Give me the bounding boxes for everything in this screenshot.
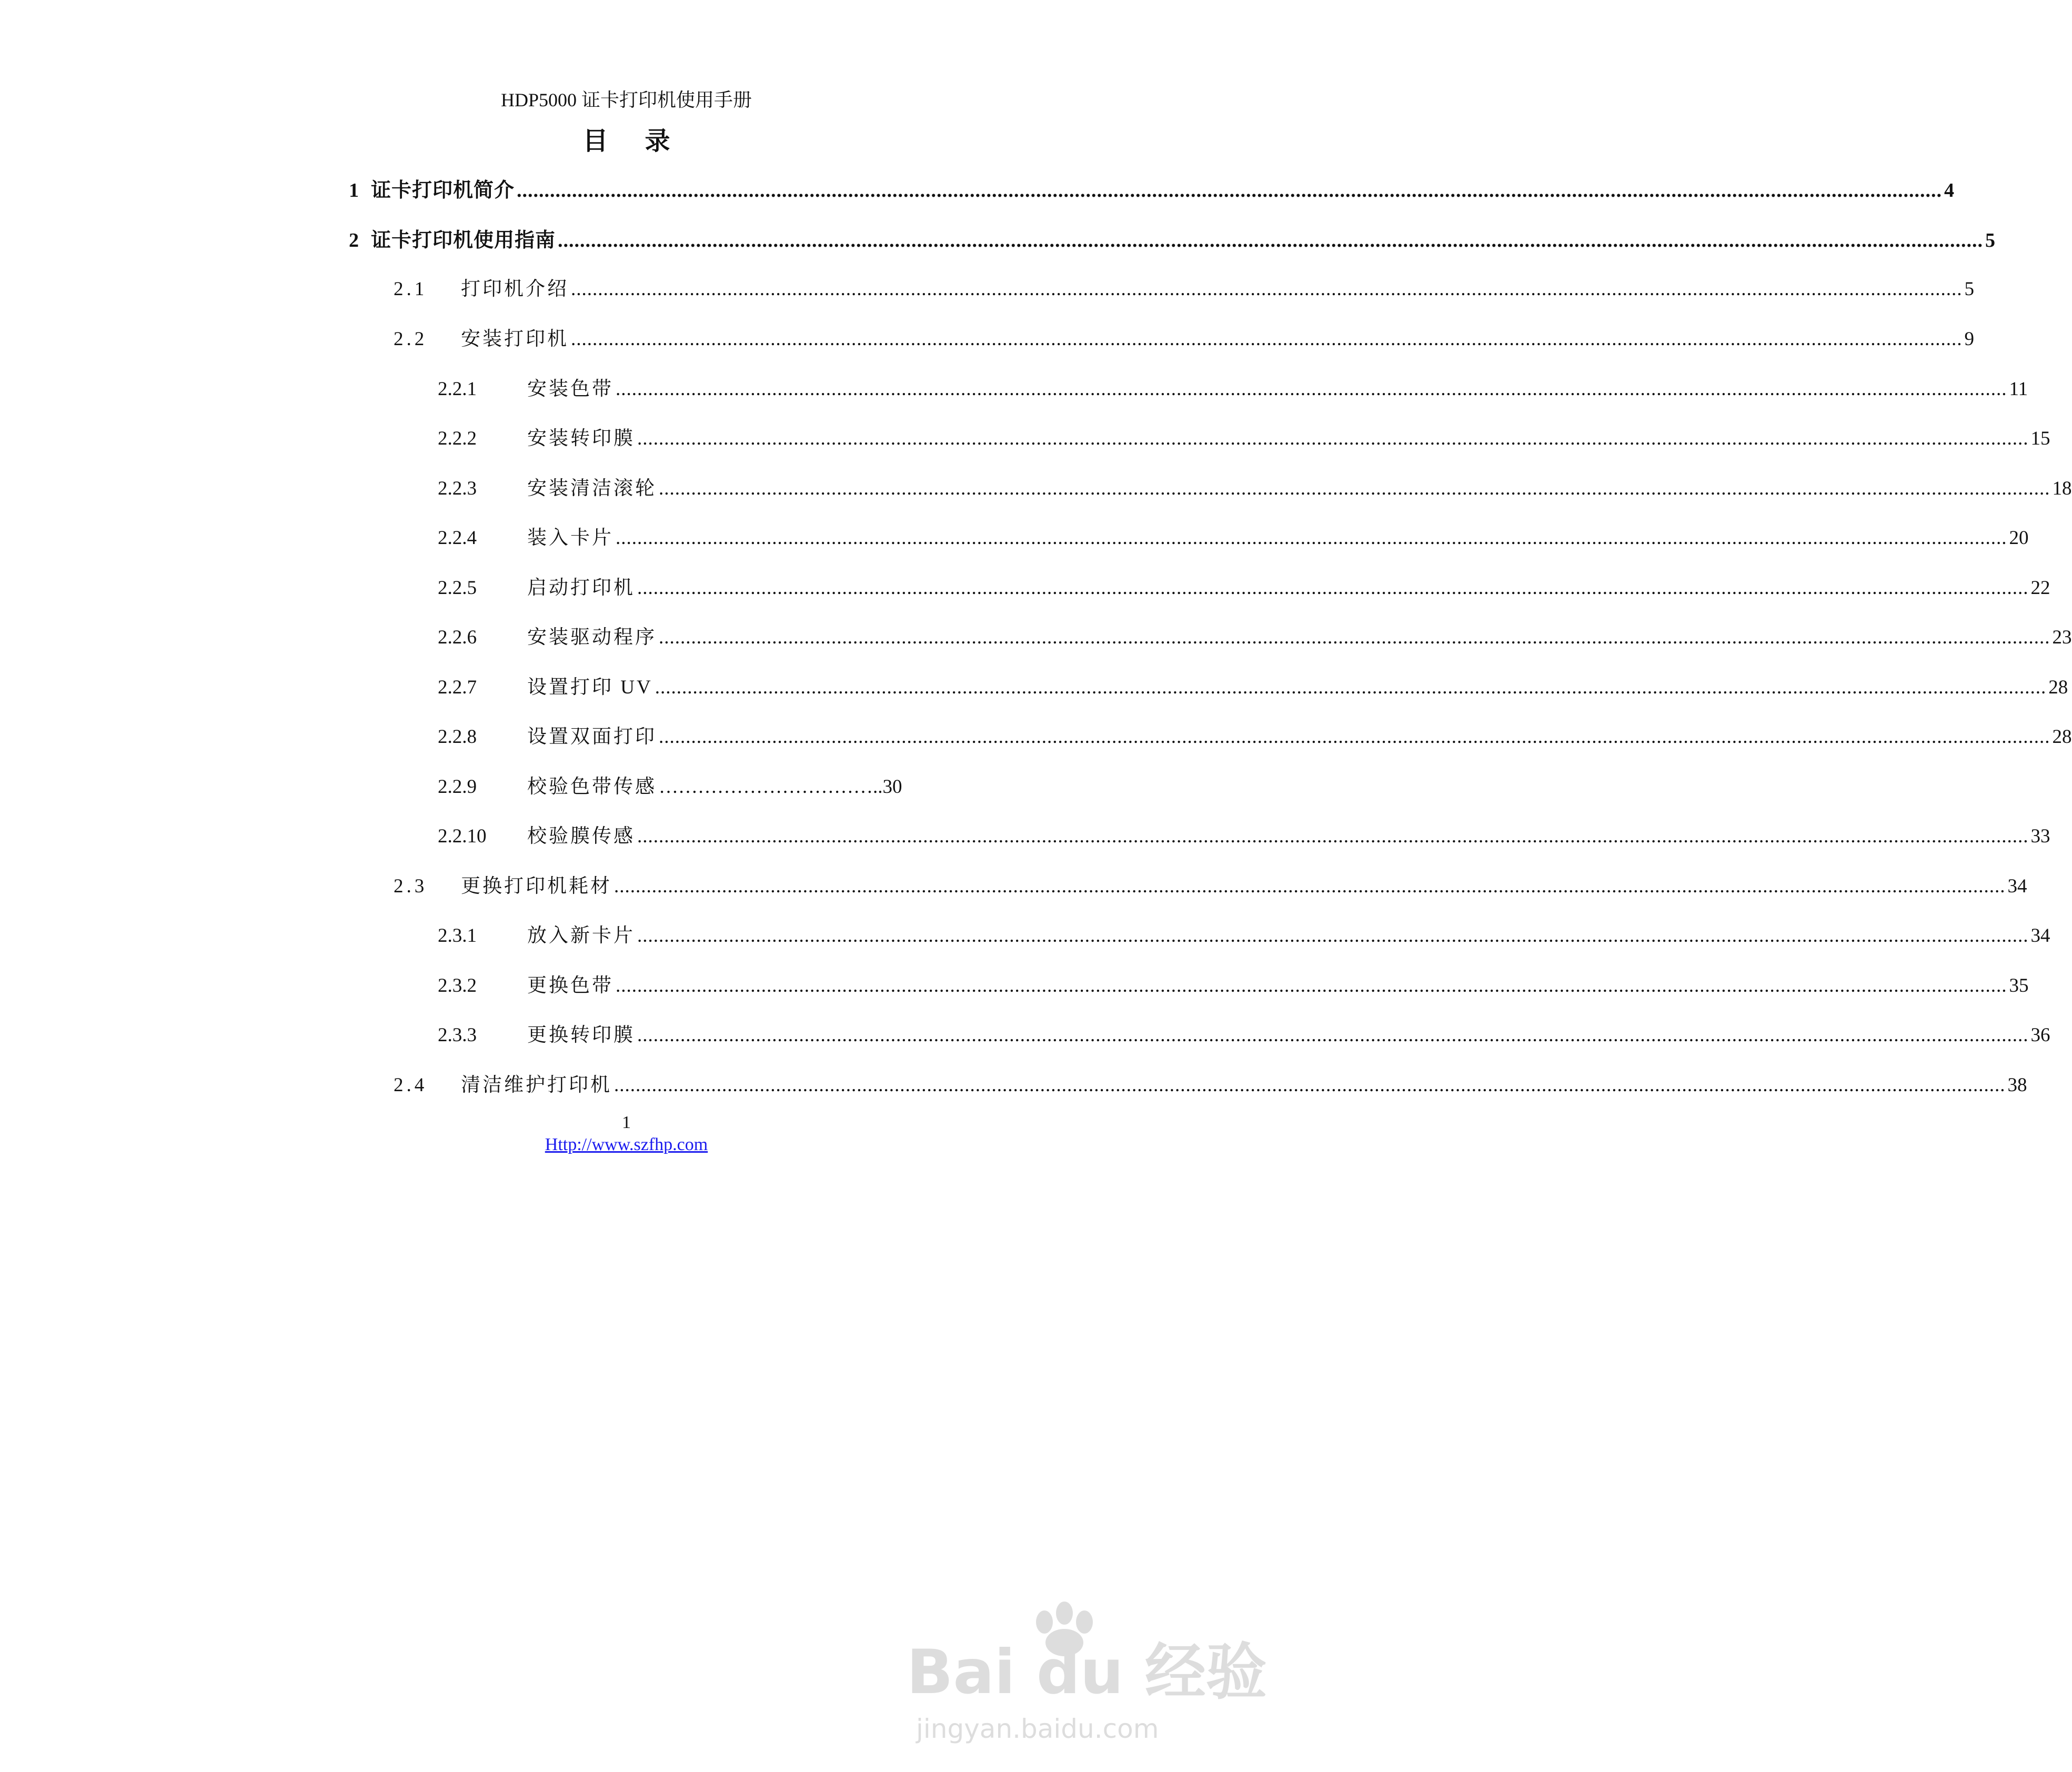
- watermark-brand: Bai du 经验: [907, 1637, 1267, 1708]
- toc-entry-2-2-8[interactable]: [438, 721, 2072, 753]
- footer: [0, 1133, 1253, 1156]
- toc-entry-2-3-2[interactable]: [438, 970, 2029, 1002]
- toc-entry-number: 2.2.7: [438, 677, 477, 698]
- toc-entry-title: 更换色带: [527, 975, 613, 996]
- toc-entry-number: 2.2.3: [438, 478, 477, 499]
- toc-ellipsis-leader: ……………………………..: [659, 776, 883, 798]
- toc-dot-leader: [637, 1020, 2029, 1051]
- toc-dot-leader: [637, 423, 2029, 455]
- toc-entry-page: 35: [2009, 975, 2029, 996]
- website-link[interactable]: Http://www.szfhp.com: [545, 1135, 708, 1154]
- document-header: HDP5000 证卡打印机使用手册: [500, 89, 752, 110]
- toc-entry-2-2-10[interactable]: [438, 821, 2050, 852]
- toc-dot-leader: [571, 274, 1963, 305]
- toc-entry-number: 2.3.1: [438, 925, 477, 947]
- watermark-url: jingyan.baidu.com: [916, 1714, 1159, 1744]
- toc-entry-page: 38: [2007, 1074, 2027, 1096]
- toc-dot-leader: [637, 821, 2029, 852]
- toc-entry-number: 2.2.1: [438, 378, 477, 400]
- toc-entry-title: 安装驱动程序: [527, 627, 657, 648]
- toc-entry-title: 校验色带传感: [527, 776, 657, 798]
- toc-dot-leader: [614, 1070, 2006, 1101]
- toc-entry-number: 2.2.9: [438, 776, 477, 798]
- toc-entry-title: 启动打印机: [527, 577, 635, 599]
- toc-entry-title: 安装打印机: [461, 328, 569, 350]
- toc-entry-number: 2.2.10: [438, 825, 487, 847]
- toc-entry-number: 2: [349, 229, 359, 251]
- page-number: 1: [622, 1113, 631, 1132]
- toc-entry-page: 36: [2030, 1024, 2050, 1046]
- toc-entry-2-2-2[interactable]: [438, 423, 2050, 455]
- toc-entry-title: 打印机介绍: [461, 278, 569, 300]
- toc-entry-2[interactable]: [349, 225, 1996, 256]
- toc-entry-title: 安装转印膜: [527, 428, 635, 449]
- toc-entry-title: 放入新卡片: [527, 925, 635, 947]
- toc-entry-number: 2.2: [394, 328, 428, 350]
- toc-entry-2-4[interactable]: [394, 1070, 2027, 1101]
- toc-entry-page: 18: [2052, 478, 2072, 499]
- toc-entry-title: 装入卡片: [527, 527, 613, 549]
- toc-entry-page: 34: [2030, 925, 2050, 947]
- toc-entry-number: 2.2.6: [438, 627, 477, 648]
- toc-entry-title: 设置打印 UV: [527, 677, 653, 698]
- toc-entry-title: 安装清洁滚轮: [527, 478, 657, 499]
- toc-dot-leader: [616, 522, 2007, 554]
- toc-entry-page: 11: [2009, 378, 2028, 400]
- toc-entry-page: 5: [1964, 278, 1974, 300]
- toc-dot-leader: [571, 324, 1963, 355]
- toc-entry-number: 2.4: [394, 1074, 428, 1096]
- toc-entry-title: 安装色带: [527, 378, 613, 400]
- toc-entry-page: 15: [2030, 428, 2050, 449]
- toc-dot-leader: [659, 622, 2050, 653]
- toc-entry-page: 33: [2030, 825, 2050, 847]
- toc-entry-2-3-1[interactable]: [438, 920, 2050, 952]
- toc-dot-leader: [558, 225, 1983, 256]
- toc-entry-2-2-9[interactable]: [438, 771, 974, 803]
- toc-entry-number: 1: [349, 179, 359, 202]
- toc-entry-title: 更换打印机耗材: [461, 875, 612, 897]
- baidu-jingyan-watermark: [907, 1593, 1267, 1751]
- toc-entry-2-2-1[interactable]: [438, 374, 2028, 405]
- toc-entry-title: 校验膜传感: [527, 825, 635, 847]
- toc-entry-2-1[interactable]: [394, 274, 1974, 305]
- toc-entry-title: 证卡打印机简介: [371, 179, 515, 202]
- toc-dot-leader: [655, 672, 2047, 703]
- toc-dot-leader: [614, 871, 2006, 902]
- toc-entry-page: 4: [1944, 179, 1955, 202]
- toc-entry-page: 30: [882, 776, 902, 798]
- toc-dot-leader: [659, 721, 2050, 753]
- toc-entry-2-2-7[interactable]: [438, 672, 2068, 703]
- toc-entry-page: 22: [2030, 577, 2050, 599]
- toc-entry-title: 清洁维护打印机: [461, 1074, 612, 1096]
- toc-dot-leader: [517, 175, 1942, 206]
- toc-dot-leader: [616, 970, 2007, 1002]
- toc-entry-page: 9: [1964, 328, 1974, 350]
- toc-entry-1[interactable]: [349, 175, 1955, 206]
- toc-entry-number: 2.3.3: [438, 1024, 477, 1046]
- toc-entry-page: 23: [2052, 627, 2072, 648]
- toc-entry-page: 28: [2048, 677, 2068, 698]
- toc-entry-number: 2.2.2: [438, 428, 477, 449]
- toc-entry-2-3-3[interactable]: [438, 1020, 2050, 1051]
- toc-dot-leader: [637, 572, 2029, 604]
- toc-entry-2-2-5[interactable]: [438, 572, 2050, 604]
- toc-entry-2-3[interactable]: [394, 871, 2027, 902]
- toc-entry-number: 2.2.4: [438, 527, 477, 549]
- toc-entry-number: 2.3.2: [438, 975, 477, 996]
- toc-entry-number: 2.3: [394, 875, 428, 897]
- toc-entry-2-2-6[interactable]: [438, 622, 2072, 653]
- toc-entry-2-2[interactable]: [394, 324, 1974, 355]
- toc-dot-leader: [637, 920, 2029, 952]
- toc-entry-page: 28: [2052, 726, 2072, 748]
- toc-entry-number: 2.2.5: [438, 577, 477, 599]
- toc-entry-title: 设置双面打印: [527, 726, 657, 748]
- toc-entry-2-2-3[interactable]: [438, 473, 2072, 505]
- toc-entry-page: 5: [1985, 229, 1996, 251]
- toc-entry-title: 更换转印膜: [527, 1024, 635, 1046]
- toc-entry-2-2-4[interactable]: [438, 522, 2029, 554]
- toc-dot-leader: [659, 473, 2050, 505]
- toc-entry-page: 34: [2007, 875, 2027, 897]
- toc-entry-page: 20: [2009, 527, 2029, 549]
- toc-dot-leader: [616, 374, 2007, 405]
- paw-logo-icon: [907, 1593, 1267, 1751]
- toc-title: 目录: [582, 127, 707, 155]
- toc-entry-number: 2.1: [394, 278, 428, 300]
- toc-entry-title: 证卡打印机使用指南: [371, 229, 556, 251]
- toc-entry-number: 2.2.8: [438, 726, 477, 748]
